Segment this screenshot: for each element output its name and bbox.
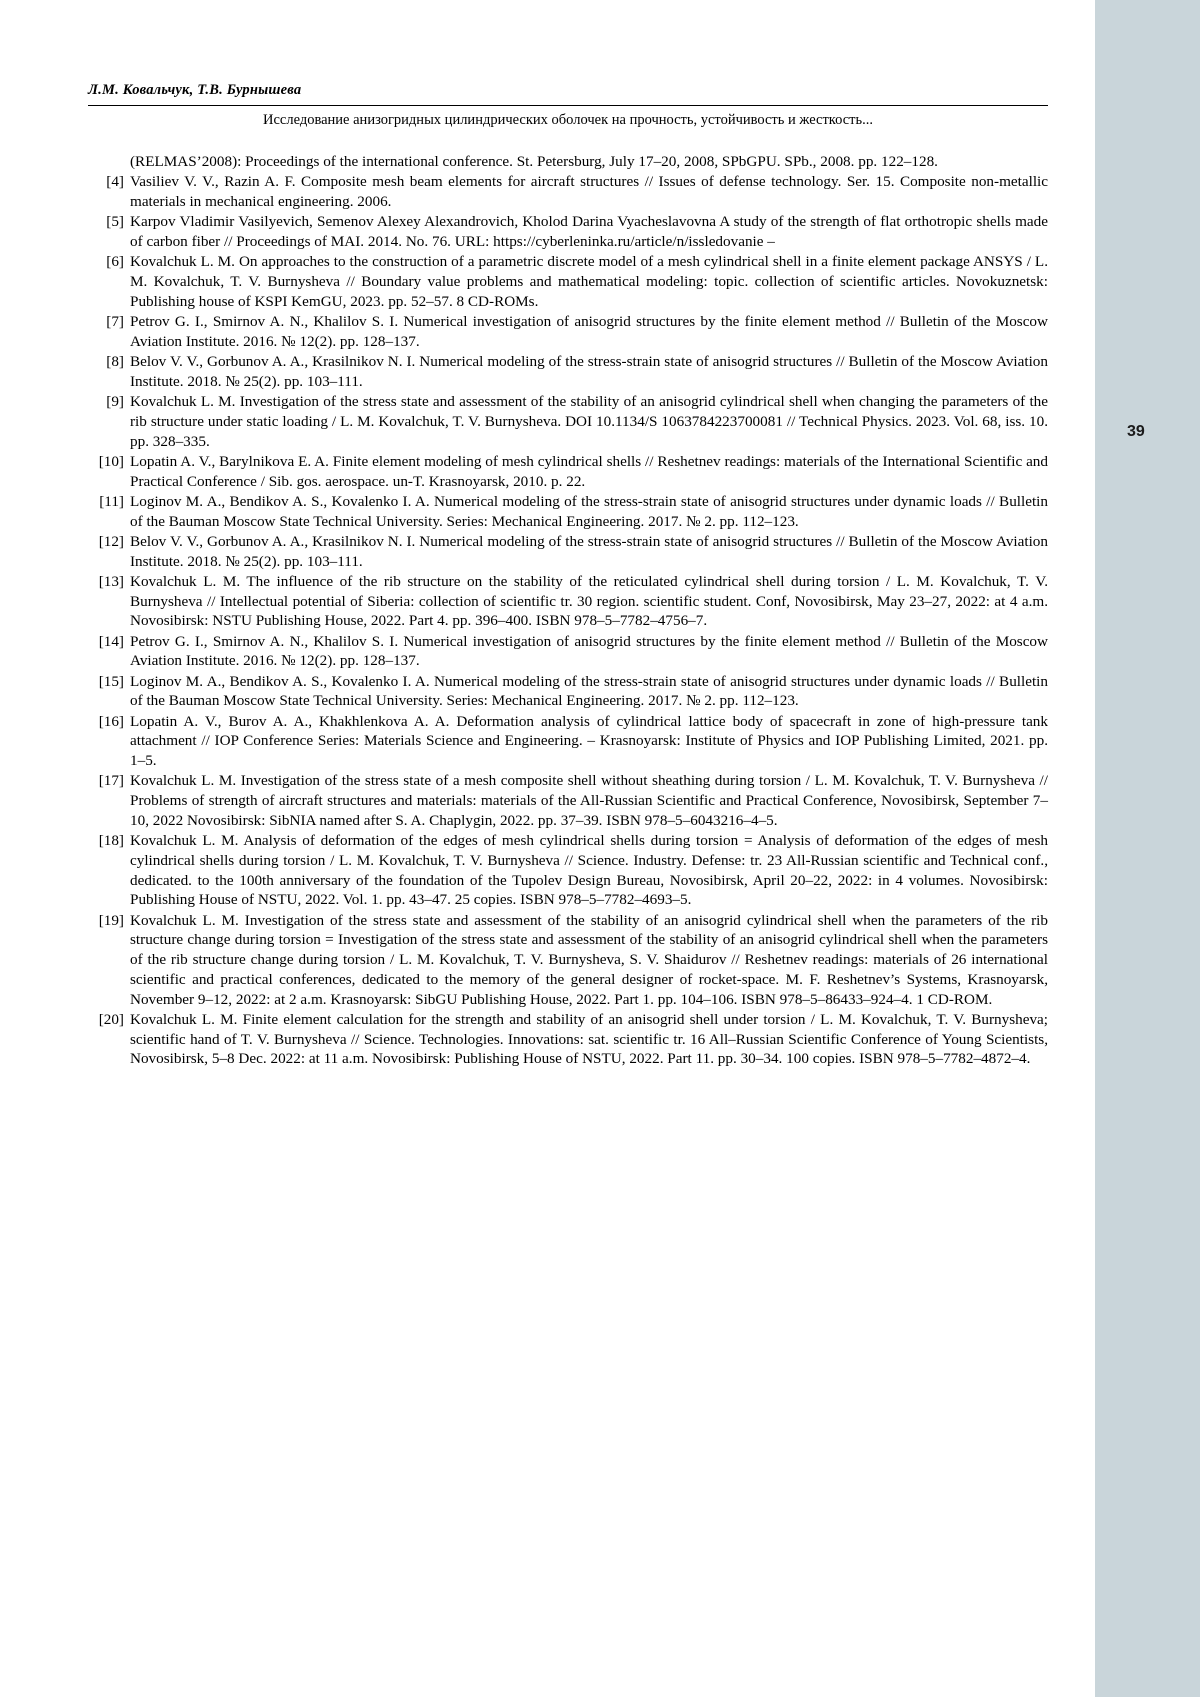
reference-text: Petrov G. I., Smirnov A. N., Khalilov S. I. Numerical investigation of anisogrid structures by the finite element method // Bulletin of the Moscow Aviation Institute. 2016. № 12(2). pp. 128–137. xyxy=(130,313,1048,350)
page-content xyxy=(88,0,1048,1697)
reference-number: [14] xyxy=(98,632,124,650)
reference-number: [11] xyxy=(99,492,124,510)
reference-text: Vasiliev V. V., Razin A. F. Composite mesh beam elements for aircraft structures // Issues of defense technology. Ser. 15. Composite non-metallic materials in mechanical engineering. 2006. xyxy=(130,173,1048,210)
reference-text: Loginov M. A., Bendikov A. S., Kovalenko I. A. Numerical modeling of the stress-strain state of anisogrid structures under dynamic loads // Bulletin of the Bauman Moscow State Technical University. Series: Mechanical Engineering. 2017. № 2. pp. 112–123. xyxy=(130,492,1048,530)
reference-entry xyxy=(88,492,1048,532)
reference-number: [20] xyxy=(98,1010,124,1028)
reference-text: Kovalchuk L. M. Investigation of the stress state and assessment of the stability of an anisogrid cylindrical shell when changing the parameters of the rib structure under static loading / L. M. Kovalchuk, T. V. Burnysheva. DOI 10.1134/S 1063784223700081 // Technical Physics. 2023. Vol. 68, iss. 10. pp. 328–335. xyxy=(130,393,1048,450)
reference-entry xyxy=(88,212,1048,252)
reference-entry xyxy=(88,712,1048,771)
reference-entry xyxy=(88,1010,1048,1069)
header-divider-rule xyxy=(88,105,1048,106)
reference-text: Kovalchuk L. M. Finite element calculation for the strength and stability of an anisogrid shell under torsion / L. M. Kovalchuk, T. V. Burnysheva; scientific hand of T. V. Burnysheva // Science. Technologies. Innovations: sat. scientific tr. 16 All–Russian Scientific Conference of Young Scientists, Novosibirsk, 5–8 Dec. 2022: at 11 a.m. Novosibirsk: Publishing House of NSTU, 2022. Part 11. pp. 30–34. 100 copies. ISBN 978–5–7782–4872–4. xyxy=(130,1010,1048,1068)
reference-number: [19] xyxy=(98,911,124,929)
reference-number: [15] xyxy=(98,672,124,690)
reference-entry xyxy=(88,771,1048,830)
running-head-article-title: Исследование анизогридных цилиндрических оболочек на прочность, устойчивость и жесткость... xyxy=(263,112,873,128)
reference-number: [8] xyxy=(106,353,124,370)
reference-entry xyxy=(88,152,1048,172)
reference-entry xyxy=(88,252,1048,311)
reference-number: [4] xyxy=(106,173,124,191)
reference-entry xyxy=(88,672,1048,712)
reference-text: Belov V. V., Gorbunov A. A., Krasilnikov N. I. Numerical modeling of the stress-strain state of anisogrid structures // Bulletin of the Moscow Aviation Institute. 2018. № 25(2). pp. 103–111. xyxy=(130,532,1048,570)
reference-number: [18] xyxy=(98,832,124,849)
reference-number: [17] xyxy=(98,772,124,790)
reference-number: [6] xyxy=(106,253,124,271)
reference-entry xyxy=(88,911,1048,1010)
reference-entry xyxy=(88,452,1048,492)
reference-text: (RELMAS’2008): Proceedings of the international conference. St. Petersburg, July 17–20, 2008, SPbGPU. SPb., 2008. pp. 122–128. xyxy=(130,153,938,170)
reference-text: Kovalchuk L. M. On approaches to the construction of a parametric discrete model of a mesh cylindrical shell in a finite element package ANSYS / L. M. Kovalchuk, T. V. Burnysheva // Boundary value problems and mathematical modeling: topic. collection of scientific articles. Novokuznetsk: Publishing house of KSPI KemGU, 2023. pp. 52–57. 8 CD-ROMs. xyxy=(130,253,1048,310)
reference-text: Karpov Vladimir Vasilyevich, Semenov Alexey Alexandrovich, Kholod Darina Vyacheslavovna A study of the strength of flat orthotropic shells made of carbon fiber // Proceedings of MAI. 2014. No. 76. URL: https://cyberleninka.ru/article/n/issledovanie – xyxy=(130,213,1048,250)
reference-text: Lopatin A. V., Barylnikova E. A. Finite element modeling of mesh cylindrical shells // Reshetnev readings: materials of the International Scientific and Practical Conference / Sib. gos. aerospace. un-T. Krasnoyarsk, 2010. p. 22. xyxy=(130,452,1048,490)
references-list xyxy=(88,152,1048,1070)
reference-entry xyxy=(88,172,1048,212)
reference-entry xyxy=(88,831,1048,910)
reference-entry xyxy=(88,572,1048,631)
reference-number: [16] xyxy=(98,712,124,730)
reference-text: Loginov M. A., Bendikov A. S., Kovalenko I. A. Numerical modeling of the stress-strain state of anisogrid structures under dynamic loads // Bulletin of the Bauman Moscow State Technical University. Series: Mechanical Engineering. 2017. № 2. pp. 112–123. xyxy=(130,672,1048,710)
reference-text: Belov V. V., Gorbunov A. A., Krasilnikov N. I. Numerical modeling of the stress-strain state of anisogrid structures // Bulletin of the Moscow Aviation Institute. 2018. № 25(2). pp. 103–111. xyxy=(130,353,1048,390)
reference-entry xyxy=(88,312,1048,352)
reference-text: Kovalchuk L. M. Investigation of the stress state and assessment of the stability of an anisogrid cylindrical shell when the parameters of the rib structure change during torsion = Investigation of the stress state and assessment of the stability of an anisogrid cylindrical shell when the parameters of the rib structure change during torsion / L. M. Kovalchuk, T. V. Burnysheva, S. V. Shaidurov // Reshetnev readings: materials of 26 international scientific and practical conferences, dedicated to the memory of the general designer of rocket-space. M. F. Reshetnev’s Systems, Krasnoyarsk, November 9–12, 2022: at 2 a.m. Krasnoyarsk: SibGU Publishing House, 2022. Part 1. pp. 104–106. ISBN 978–5–86433–924–4. 1 CD-ROM. xyxy=(130,911,1048,1008)
reference-entry xyxy=(88,392,1048,451)
reference-number: [12] xyxy=(98,532,124,550)
reference-entry xyxy=(88,532,1048,572)
page-number: 39 xyxy=(1127,423,1145,440)
reference-entry xyxy=(88,352,1048,392)
reference-text: Kovalchuk L. M. Investigation of the stress state of a mesh composite shell without sheathing during torsion / L. M. Kovalchuk, T. V. Burnysheva // Problems of strength of aircraft structures and materials: materials of the All-Russian Scientific and Practical Conference, Novosibirsk, September 7–10, 2022 Novosibirsk: SibNIA named after S. A. Chaplygin, 2022. pp. 37–39. ISBN 978–5–6043216–4–5. xyxy=(130,772,1048,829)
reference-text: Petrov G. I., Smirnov A. N., Khalilov S. I. Numerical investigation of anisogrid structures by the finite element method // Bulletin of the Moscow Aviation Institute. 2016. № 12(2). pp. 128–137. xyxy=(130,632,1048,670)
reference-number: [9] xyxy=(106,393,124,410)
reference-number: [10] xyxy=(98,452,124,470)
running-head-authors: Л.М. Ковальчук, Т.В. Бурнышева xyxy=(88,82,302,98)
reference-number: [5] xyxy=(106,213,124,231)
reference-text: Kovalchuk L. M. Analysis of deformation of the edges of mesh cylindrical shells during torsion = Analysis of deformation of the edges of mesh cylindrical shells during torsion / L. M. Kovalchuk, T. V. Burnysheva // Science. Industry. Defense: tr. 23 All-Russian scientific and Technical conf., dedicated. to the 100th anniversary of the foundation of the Tupolev Design Bureau, Novosibirsk, April 20–22, 2022: in 4 volumes. Novosibirsk: Publishing House of NSTU, 2022. Vol. 1. pp. 43–47. 25 copies. ISBN 978–5–7782–4693–5. xyxy=(130,832,1048,909)
page-margin-bar xyxy=(1095,0,1200,1697)
reference-text: Lopatin A. V., Burov A. A., Khakhlenkova A. A. Deformation analysis of cylindrical lattice body of spacecraft in zone of high-pressure tank attachment // IOP Conference Series: Materials Science and Engineering. – Krasnoyarsk: Institute of Physics and IOP Publishing Limited, 2021. pp. 1–5. xyxy=(130,712,1048,769)
reference-number: [7] xyxy=(106,313,124,330)
reference-number: [13] xyxy=(98,572,124,590)
reference-text: Kovalchuk L. M. The influence of the rib structure on the stability of the reticulated cylindrical shell during torsion / L. M. Kovalchuk, T. V. Burnysheva // Intellectual potential of Siberia: collection of scientific tr. 30 region. scientific student. Conf, Novosibirsk, May 23–27, 2022: at 4 a.m. Novosibirsk: NSTU Publishing House, 2022. Part 4. pp. 396–400. ISBN 978–5–7782–4756–7. xyxy=(130,572,1048,630)
reference-entry xyxy=(88,632,1048,672)
